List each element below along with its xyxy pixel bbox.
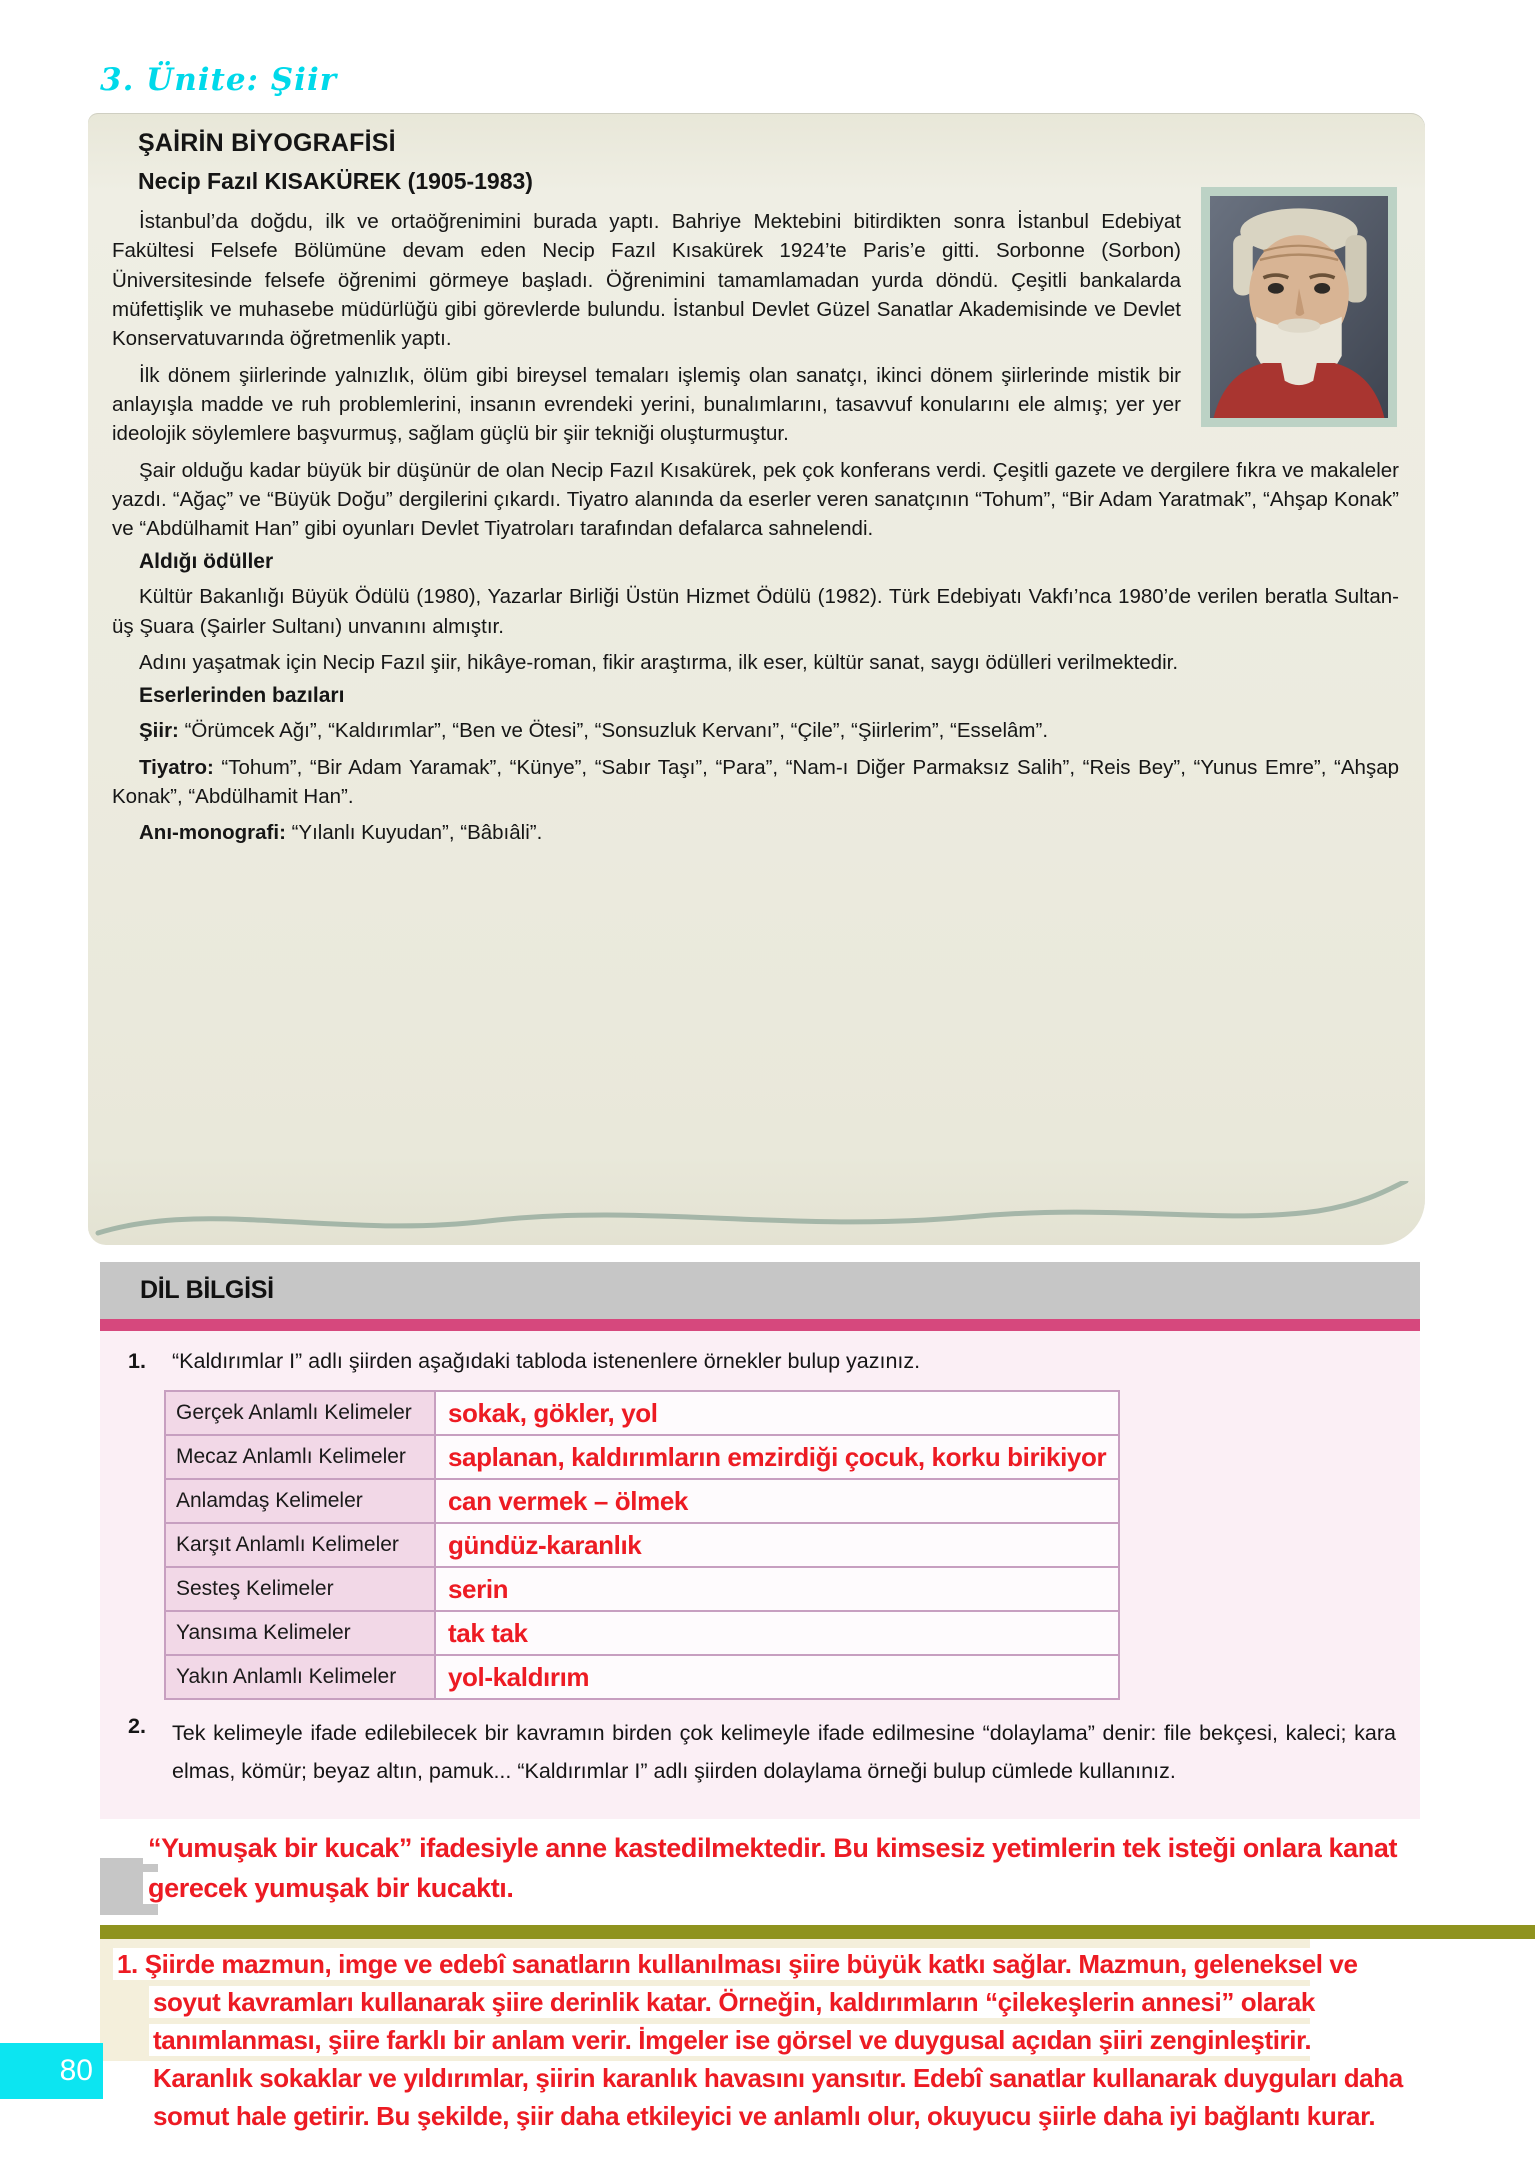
table-row (165, 1435, 1119, 1479)
parchment-brush-stroke (88, 1181, 1425, 1251)
row-answer-cell (435, 1391, 1119, 1435)
handwritten-answer-text: “Yumuşak bir kucak” ifadesiyle anne kastedilmektedir. Bu kimsesiz yetimlerin tek isteği onlara kanat gerecek yumuşak bir kucaktı. (143, 1832, 1402, 1904)
row-label: Gerçek Anlamlı Kelimeler (165, 1391, 435, 1435)
works-memoir-list: “Yılanlı Kuyudan”, “Bâbıâli”. (285, 821, 543, 845)
works-poetry (112, 716, 1399, 745)
row-label: Karşıt Anlamlı Kelimeler (165, 1523, 435, 1567)
works-memoir (112, 818, 1399, 847)
table-row (165, 1479, 1119, 1523)
handwritten-answer: yol-kaldırım (448, 1661, 590, 1692)
page-number: 80 (59, 2054, 93, 2087)
question-2 (116, 1714, 1396, 1791)
awards-heading: Aldığı ödüller (139, 550, 274, 574)
works-theatre-label: Tiyatro: (139, 755, 214, 779)
bottom-handwritten-note (113, 1945, 1417, 2135)
row-answer-cell (435, 1523, 1119, 1567)
question-2-handwritten-answer (143, 1828, 1473, 1908)
olive-divider-bar (100, 1925, 1535, 1939)
row-label: Anlamdaş Kelimeler (165, 1479, 435, 1523)
grammar-accent-bar (100, 1319, 1420, 1331)
row-label: Sesteş Kelimeler (165, 1567, 435, 1611)
grammar-section-header (100, 1262, 1420, 1319)
awards-paragraph: Adını yaşatmak için Necip Fazıl şiir, hikâye-roman, fikir araştırma, ilk eser, kültür sanat, saygı ödülleri verilmektedir. (139, 651, 1179, 675)
row-label: Mecaz Anlamlı Kelimeler (165, 1435, 435, 1479)
question-1-text: “Kaldırımlar I” adlı şiirden aşağıdaki tabloda istenenlere örnekler bulup yazınız. (172, 1349, 921, 1373)
grammar-section-title: DİL BİLGİSİ (140, 1276, 274, 1304)
word-examples-table (164, 1390, 1120, 1700)
note-body: Şiirde mazmun, imge ve edebî sanatların kullanılması şiire büyük katkı sağlar. Mazmun, geleneksel ve soyut kavramları kullanarak şiire derinlik katar. Örneğin, kaldırımların “çilekeşlerin annesi” olarak tanımlanması, şiire farklı bir anlam verir. İmgeler ise görsel ve duygusal açıdan şiiri zenginleştirir. Karanlık sokaklar ve yıldırımlar, şiirin karanlık havasını yansıtır. Edebî sanatlar kullanarak duyguları daha somut hale getirir. Bu şekilde, şiir daha etkileyici ve anlamlı olur, okuyucu şiirle daha iyi bağlantı kurar. (137, 1949, 1403, 2131)
works-memoir-label: Anı-monografi: (139, 821, 286, 845)
bio-paragraph: İstanbul’da doğdu, ilk ve ortaöğrenimini burada yaptı. Bahriye Mektebini bitirdikten sonra İstanbul Edebiyat Fakültesi Felsefe Bölümüne devam eden Necip Fazıl Kısakürek 1924’te Paris’e gitti. Sorbonne (Sorbon) Üniversitesinde felsefe öğrenimi görmeye başladı. Öğrenimini tamamlamadan yurda döndü. Çeşitli bankalarda müfettişlik ve muhasebe müdürlüğü gibi görevlerde bulundu. İstanbul Devlet Güzel Sanatlar Akademisinde ve Devlet Konservatuvarında öğretmenlik yaptı. (112, 210, 1181, 351)
poet-photo (1201, 187, 1397, 427)
handwritten-answer: gündüz-karanlık (448, 1529, 642, 1560)
unit-header: 3. Ünite: Şiir (100, 62, 338, 98)
table-row (165, 1611, 1119, 1655)
works-theatre (112, 753, 1399, 812)
works-heading: Eserlerinden bazıları (139, 684, 345, 708)
handwritten-note-text (113, 1948, 1407, 2132)
row-answer-cell (435, 1567, 1119, 1611)
row-label: Yansıma Kelimeler (165, 1611, 435, 1655)
question-2-text: Tek kelimeyle ifade edilebilecek bir kavramın birden çok kelimeyle ifade edilmesine “dolaylama” denir: file bekçesi, kaleci; kara elmas, kömür; beyaz altın, pamuk... “Kaldırımlar I” adlı şiirden dolaylama örneği bulup cümlede kullanınız. (172, 1721, 1396, 1784)
row-label: Yakın Anlamlı Kelimeler (165, 1655, 435, 1699)
bio-paragraph: Şair olduğu kadar büyük bir düşünür de olan Necip Fazıl Kısakürek, pek çok konferans verdi. Çeşitli gazete ve dergilere fıkra ve makaleler yazdı. “Ağaç” ve “Büyük Doğu” dergilerini çıkardı. Tiyatro alanında da eserler veren sanatçının “Tohum”, “Bir Adam Yaratmak”, “Ahşap Konak” ve “Abdülhamit Han” gibi oyunları Devlet Tiyatroları tarafından defalarca sahnelendi. (112, 458, 1399, 541)
table-row (165, 1567, 1119, 1611)
works-poetry-label: Şiir: (139, 719, 179, 743)
biography-panel (88, 113, 1425, 1245)
question-1 (116, 1349, 1396, 1374)
note-number: 1. (117, 1949, 138, 1979)
handwritten-answer: can vermek – ölmek (448, 1485, 688, 1516)
works-theatre-list: “Tohum”, “Bir Adam Yaramak”, “Künye”, “Sabır Taşı”, “Para”, “Nam-ı Diğer Parmaksız Salih”, “Reis Bey”, “Yunus Emre”, “Ahşap Konak”, “Abdülhamit Han”. (112, 755, 1399, 808)
row-answer-cell (435, 1479, 1119, 1523)
bio-paragraph: İlk dönem şiirlerinde yalnızlık, ölüm gibi bireysel temaları işlemiş olan sanatçı, ikinci dönem şiirlerinde mistik bir anlayışla madde ve ruh problemlerini, insanın evrendeki yerini, bunalımlarını, tasavvuf konularını ele almış; yer yer ideolojik söylemlere başvurmuş, sağlam güçlü bir şiir tekniği oluşturmuştur. (112, 363, 1181, 446)
handwritten-answer: tak tak (448, 1617, 528, 1648)
works-poetry-list: “Örümcek Ağı”, “Kaldırımlar”, “Ben ve Ötesi”, “Sonsuzluk Kervanı”, “Çile”, “Şiirlerim”, “Esselâm”. (178, 719, 1049, 743)
question-2-number: 2. (128, 1714, 146, 1738)
handwritten-answer: sokak, gökler, yol (448, 1397, 658, 1428)
row-answer-cell (435, 1435, 1119, 1479)
poet-portrait-illustration (1210, 196, 1388, 418)
handwritten-answer: saplanan, kaldırımların emzirdiği çocuk, korku birikiyor (448, 1441, 1107, 1472)
row-answer-cell (435, 1655, 1119, 1699)
grammar-section-body (100, 1331, 1420, 1819)
grammar-section (100, 1262, 1420, 1819)
poet-name-heading: Necip Fazıl KISAKÜREK (1905-1983) (138, 168, 533, 194)
biography-title: ŞAİRİN BİYOGRAFİSİ (138, 129, 396, 157)
page-number-box (0, 2043, 103, 2099)
table-row (165, 1391, 1119, 1435)
table-row (165, 1655, 1119, 1699)
row-answer-cell (435, 1611, 1119, 1655)
handwritten-answer: serin (448, 1573, 509, 1604)
table-row (165, 1523, 1119, 1567)
awards-paragraph: Kültür Bakanlığı Büyük Ödülü (1980), Yazarlar Birliği Üstün Hizmet Ödülü (1982). Türk Edebiyatı Vakfı’nca 1980’de verilen beratla Sultan-üş Şuara (Şairler Sultanı) unvanını almıştır. (112, 585, 1399, 638)
question-1-number: 1. (128, 1349, 146, 1373)
